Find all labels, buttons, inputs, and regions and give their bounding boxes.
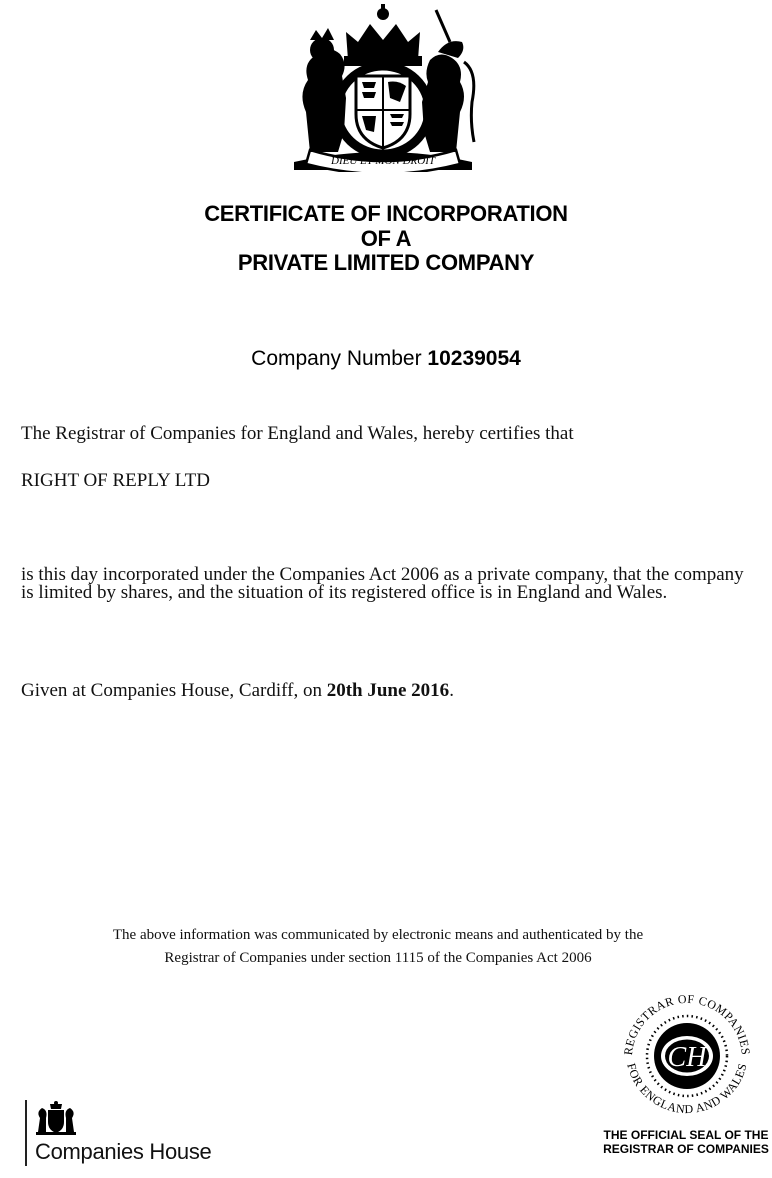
given-at-line [21, 680, 454, 702]
company-number-line [0, 347, 772, 371]
given-at-suffix: . [449, 680, 454, 701]
authentication-note-line2: Registrar of Companies under section 1115 of the Companies Act 2006 [164, 950, 592, 966]
certificate-title-line2: OF A [360, 226, 412, 251]
seal-ring-text-bottom: FOR ENGLAND AND WALES [624, 1061, 750, 1117]
certification-statement: The Registrar of Companies for England and Wales, hereby certifies that [21, 423, 574, 444]
logo-divider [25, 1100, 27, 1166]
crest-motto: DIEU ET MON DROIT [331, 155, 435, 167]
registrar-seal-icon [612, 990, 762, 1120]
certificate-title-line3: PRIVATE LIMITED COMPANY [237, 250, 535, 275]
company-name: RIGHT OF REPLY LTD [21, 470, 210, 491]
company-number-label: Company Number [251, 347, 422, 370]
given-at-prefix: Given at Companies House, Cardiff, on [21, 680, 322, 701]
seal-caption-line2: REGISTRAR OF COMPANIES [603, 1142, 769, 1156]
companies-house-crest-icon [34, 1100, 78, 1136]
companies-house-logo-text: Companies House [35, 1139, 212, 1164]
incorporation-date: 20th June 2016 [326, 680, 450, 701]
seal-caption-line1: THE OFFICIAL SEAL OF THE [603, 1128, 769, 1142]
seal-ring-text-top: REGISTRAR OF COMPANIES [620, 991, 753, 1056]
seal-monogram: CH [667, 1042, 707, 1073]
royal-coat-of-arms-icon [288, 2, 478, 172]
company-number-value: 10239054 [427, 347, 521, 370]
certificate-title: CERTIFICATE OF INCORPORATION [204, 201, 568, 226]
incorporation-statement: is this day incorporated under the Companies Act 2006 as a private company, that the company is limited by shares, and the situation of its registered office is in England and Wales. [21, 564, 744, 603]
authentication-note-line1: The above information was communicated by electronic means and authenticated by the [112, 927, 644, 943]
